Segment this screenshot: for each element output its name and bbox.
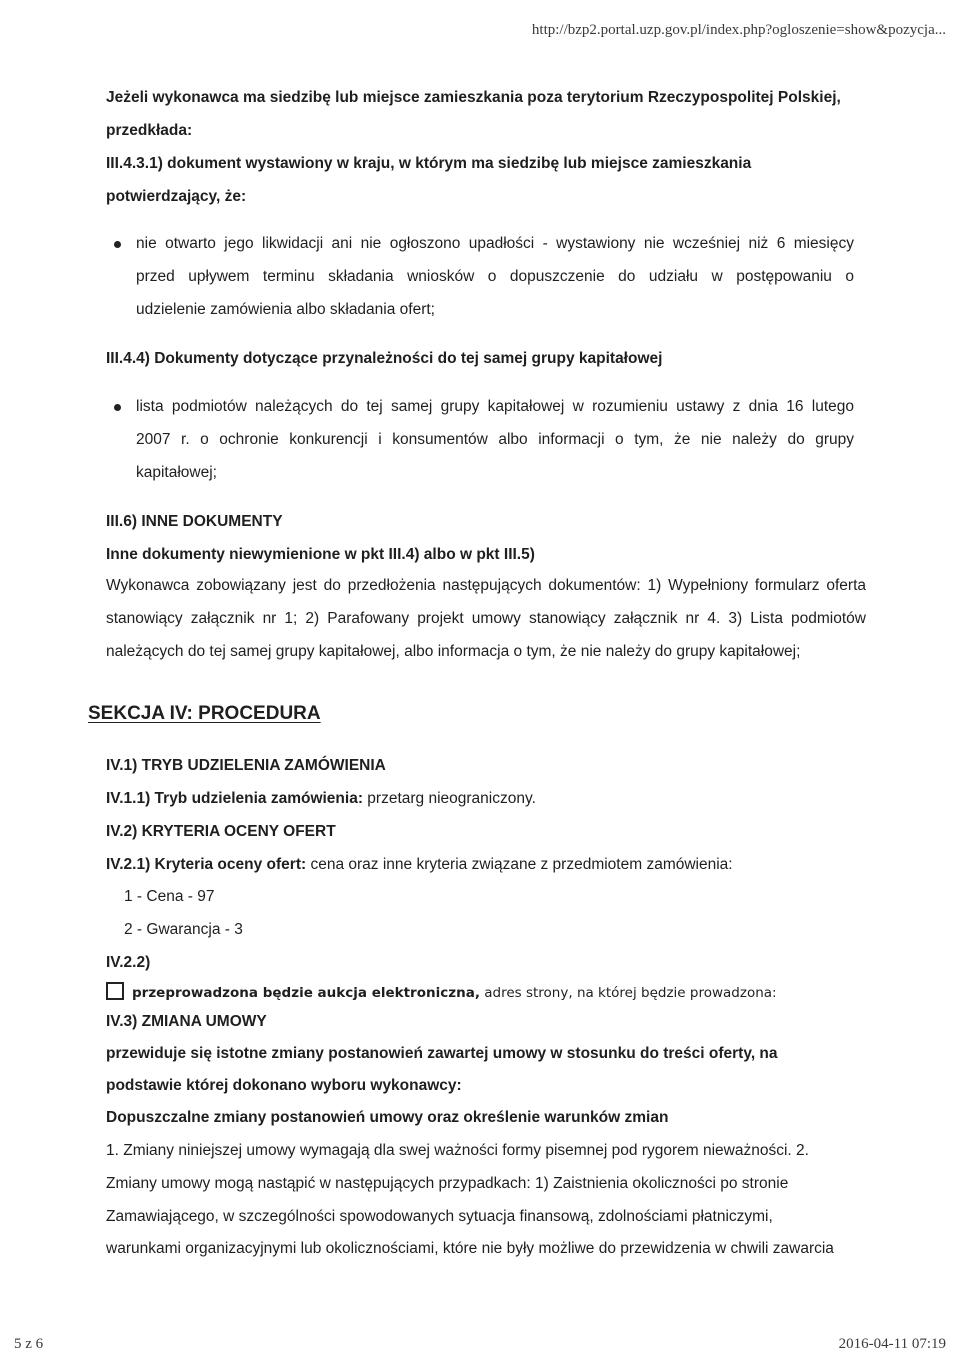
bullet-text: lista podmiotów należących do tej samej grupy kapitałowej w rozumieniu ustawy z dnia 16 lutego xyxy=(136,398,854,415)
section-6-subtitle: Inne dokumenty niewymienione w pkt III.4) albo w pkt III.5) xyxy=(106,546,535,563)
bullet-icon xyxy=(114,404,121,411)
print-timestamp: 2016-04-11 07:19 xyxy=(838,1336,946,1352)
auction-address-label: adres strony, na której będzie prowadzona: xyxy=(479,985,777,1001)
iv21-label: IV.2.1) Kryteria oceny ofert: xyxy=(106,856,307,873)
iv3-question: przewiduje się istotne zmiany postanowień zawartej umowy w stosunku do treści oferty, na xyxy=(106,1045,778,1062)
section-6-text: należących do tej samej grupy kapitałowej, albo informacja o tym, że nie należy do grupy kapitałowej; xyxy=(106,643,801,660)
iv1-title: IV.1) TRYB UDZIELENIA ZAMÓWIENIA xyxy=(106,757,386,774)
section-431-title: potwierdzający, że: xyxy=(106,188,247,205)
section-6-title: III.6) INNE DOKUMENTY xyxy=(106,513,283,530)
intro-text: Jeżeli wykonawca ma siedzibę lub miejsce zamieszkania poza terytorium Rzeczypospolitej Polskiej, xyxy=(106,89,841,106)
iv3-text: Zamawiającego, w szczególności spowodowanych sytuacja finansową, zdolnościami płatniczymi, xyxy=(106,1208,773,1225)
criterion-item: 1 - Cena - 97 xyxy=(124,888,215,905)
iv3-text: warunkami organizacyjnymi lub okolicznościami, które nie były możliwe do przewidzenia w chwili zawarcia xyxy=(106,1240,834,1257)
bullet-text: nie otwarto jego likwidacji ani nie ogłoszono upadłości - wystawiony nie wcześniej niż 6 miesięcy xyxy=(136,235,854,252)
iv3-text: 1. Zmiany niniejszej umowy wymagają dla swej ważności formy pisemnej pod rygorem nieważności. 2. xyxy=(106,1142,809,1159)
auction-text xyxy=(132,983,777,1003)
section-iv-heading: SEKCJA IV: PROCEDURA xyxy=(88,703,321,724)
section-6-text: Wykonawca zobowiązany jest do przedłożenia następujących dokumentów: 1) Wypełniony formularz oferta xyxy=(106,577,866,594)
bullet-text: udzielenie zamówienia albo składania ofert; xyxy=(136,301,435,318)
bullet-text: kapitałowej; xyxy=(136,464,217,481)
iv11-label: IV.1.1) Tryb udzielenia zamówienia: xyxy=(106,790,363,807)
iv3-question: podstawie której dokonano wyboru wykonawcy: xyxy=(106,1077,462,1094)
iv21-value: cena oraz inne kryteria związane z przedmiotem zamówienia: xyxy=(306,856,733,873)
bullet-icon xyxy=(114,241,121,248)
page-url-header: http://bzp2.portal.uzp.gov.pl/index.php?ogloszenie=show&pozycja... xyxy=(531,22,946,38)
iv22-title: IV.2.2) xyxy=(106,954,151,971)
iv3-title: IV.3) ZMIANA UMOWY xyxy=(106,1013,267,1030)
iv3-subtitle: Dopuszczalne zmiany postanowień umowy oraz określenie warunków zmian xyxy=(106,1109,669,1126)
criterion-item: 2 - Gwarancja - 3 xyxy=(124,921,243,938)
iv3-text: Zmiany umowy mogą nastąpić w następujących przypadkach: 1) Zaistnienia okoliczności po stronie xyxy=(106,1175,789,1192)
section-431-title: III.4.3.1) dokument wystawiony w kraju, w którym ma siedzibę lub miejsce zamieszkania xyxy=(106,155,752,172)
iv11-row xyxy=(106,789,536,809)
iv2-title: IV.2) KRYTERIA OCENY OFERT xyxy=(106,823,336,840)
section-44-title: III.4.4) Dokumenty dotyczące przynależności do tej samej grupy kapitałowej xyxy=(106,350,663,367)
section-6-text: stanowiący załącznik nr 1; 2) Parafowany projekt umowy stanowiący załącznik nr 4. 3) Lista podmiotów xyxy=(106,610,866,627)
page-number: 5 z 6 xyxy=(14,1336,44,1352)
intro-text: przedkłada: xyxy=(106,122,193,139)
bullet-text: 2007 r. o ochronie konkurencji i konsumentów albo informacji o tym, że nie należy do grupy xyxy=(136,431,854,448)
iv21-row xyxy=(106,855,733,875)
auction-checkbox[interactable] xyxy=(106,982,124,1000)
auction-label: przeprowadzona będzie aukcja elektroniczna, xyxy=(132,985,480,1001)
iv11-value: przetarg nieograniczony. xyxy=(362,790,536,807)
bullet-text: przed upływem terminu składania wniosków o dopuszczenie do udziału w postępowaniu o xyxy=(136,268,854,285)
